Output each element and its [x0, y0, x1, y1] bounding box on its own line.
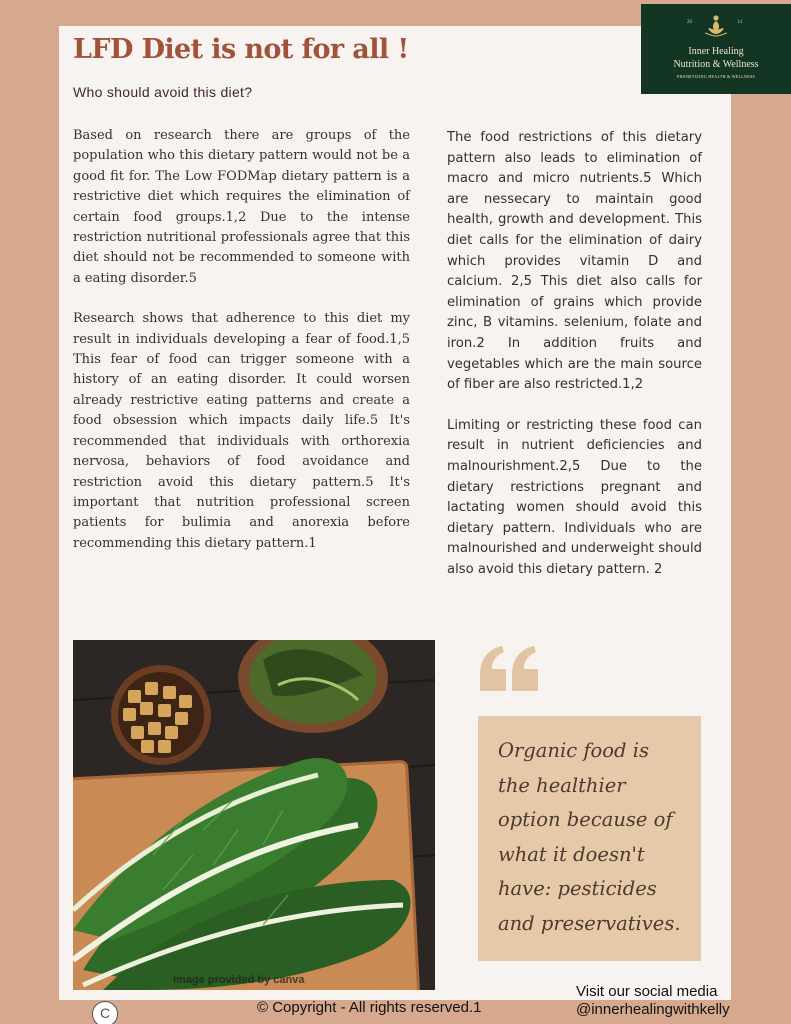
lotus-meditation-icon: [703, 14, 729, 38]
quote-box: [478, 716, 701, 961]
quote-text: Organic food is the healthier option because of what it doesn't have: pesticides and preservatives.: [498, 739, 681, 935]
quote-mark-icon: [478, 645, 540, 693]
food-photo: [73, 640, 435, 990]
image-credit: Image provided by canva: [173, 974, 305, 986]
left-column: [73, 126, 410, 554]
social-media-block: [576, 983, 730, 1019]
left-paragraph-1: Based on research there are groups of the population who this dietary pattern would not be a good fit for. The Low FODMap dietary pattern is a restrictive diet which requires the elimination of certain food groups.1,2 Due to the intense restriction nutritional professionals agree that this diet should not be recommended to someone with a eating disorder.5: [73, 128, 410, 286]
brand-logo[interactable]: [641, 4, 791, 94]
social-heading: Visit our social media: [576, 983, 718, 1000]
page-subtitle: Who should avoid this diet?: [73, 84, 253, 100]
right-column: [447, 128, 702, 580]
copyright-notice: © Copyright - All rights reserved.1: [257, 999, 482, 1016]
logo-year-right: 14: [737, 20, 742, 25]
left-paragraph-2: Research shows that adherence to this diet my result in individuals developing a fear of food.1,5 This fear of food can trigger someone with a history of an eating disorder. It could worsen already restrictive eating patterns and create a food obsession which impacts daily life.5 It's recommended that individuals with orthorexia nervosa, behaviors of food avoidance and restriction avoid this dietary pattern.5 It's important that nutrition professional screen patients for bulimia and anorexia before recommending this dietary pattern.1: [73, 311, 410, 551]
right-paragraph-1: The food restrictions of this dietary pattern also leads to elimination of macro and micro nutrients.5 Which are nessecary to maintain good health, growth and development. This diet calls for the elimination of dairy which provides vitamin D and calcium. 2,5 This diet also calls for elimination of grains which provide zinc, B vitamins. selenium, folate and iron.2 In addition fruits and vegetables which are the main source of fiber are also restricted.1,2: [447, 130, 702, 393]
logo-name-line2: Nutrition & Wellness: [673, 59, 759, 70]
social-handle-link[interactable]: @innerhealingwithkelly: [576, 1001, 730, 1018]
logo-name-line1: Inner Healing: [688, 46, 744, 57]
page-title: LFD Diet is not for all !: [73, 34, 409, 65]
logo-year-left: 20: [687, 20, 692, 25]
logo-tagline: PRIORITIZING HEALTH & WELLNESS: [677, 74, 755, 79]
right-paragraph-2: Limiting or restricting these food can result in nutrient deficiencies and malnourishment.2,5 Due to the dietary restrictions pregnant and lactating women should avoid this dietary pattern. Individuals who are malnourished and underweight should also avoid this dietary pattern. 2: [447, 417, 702, 577]
chard-croutons-soup-image: [73, 640, 435, 990]
copyright-icon: C: [92, 1001, 118, 1024]
